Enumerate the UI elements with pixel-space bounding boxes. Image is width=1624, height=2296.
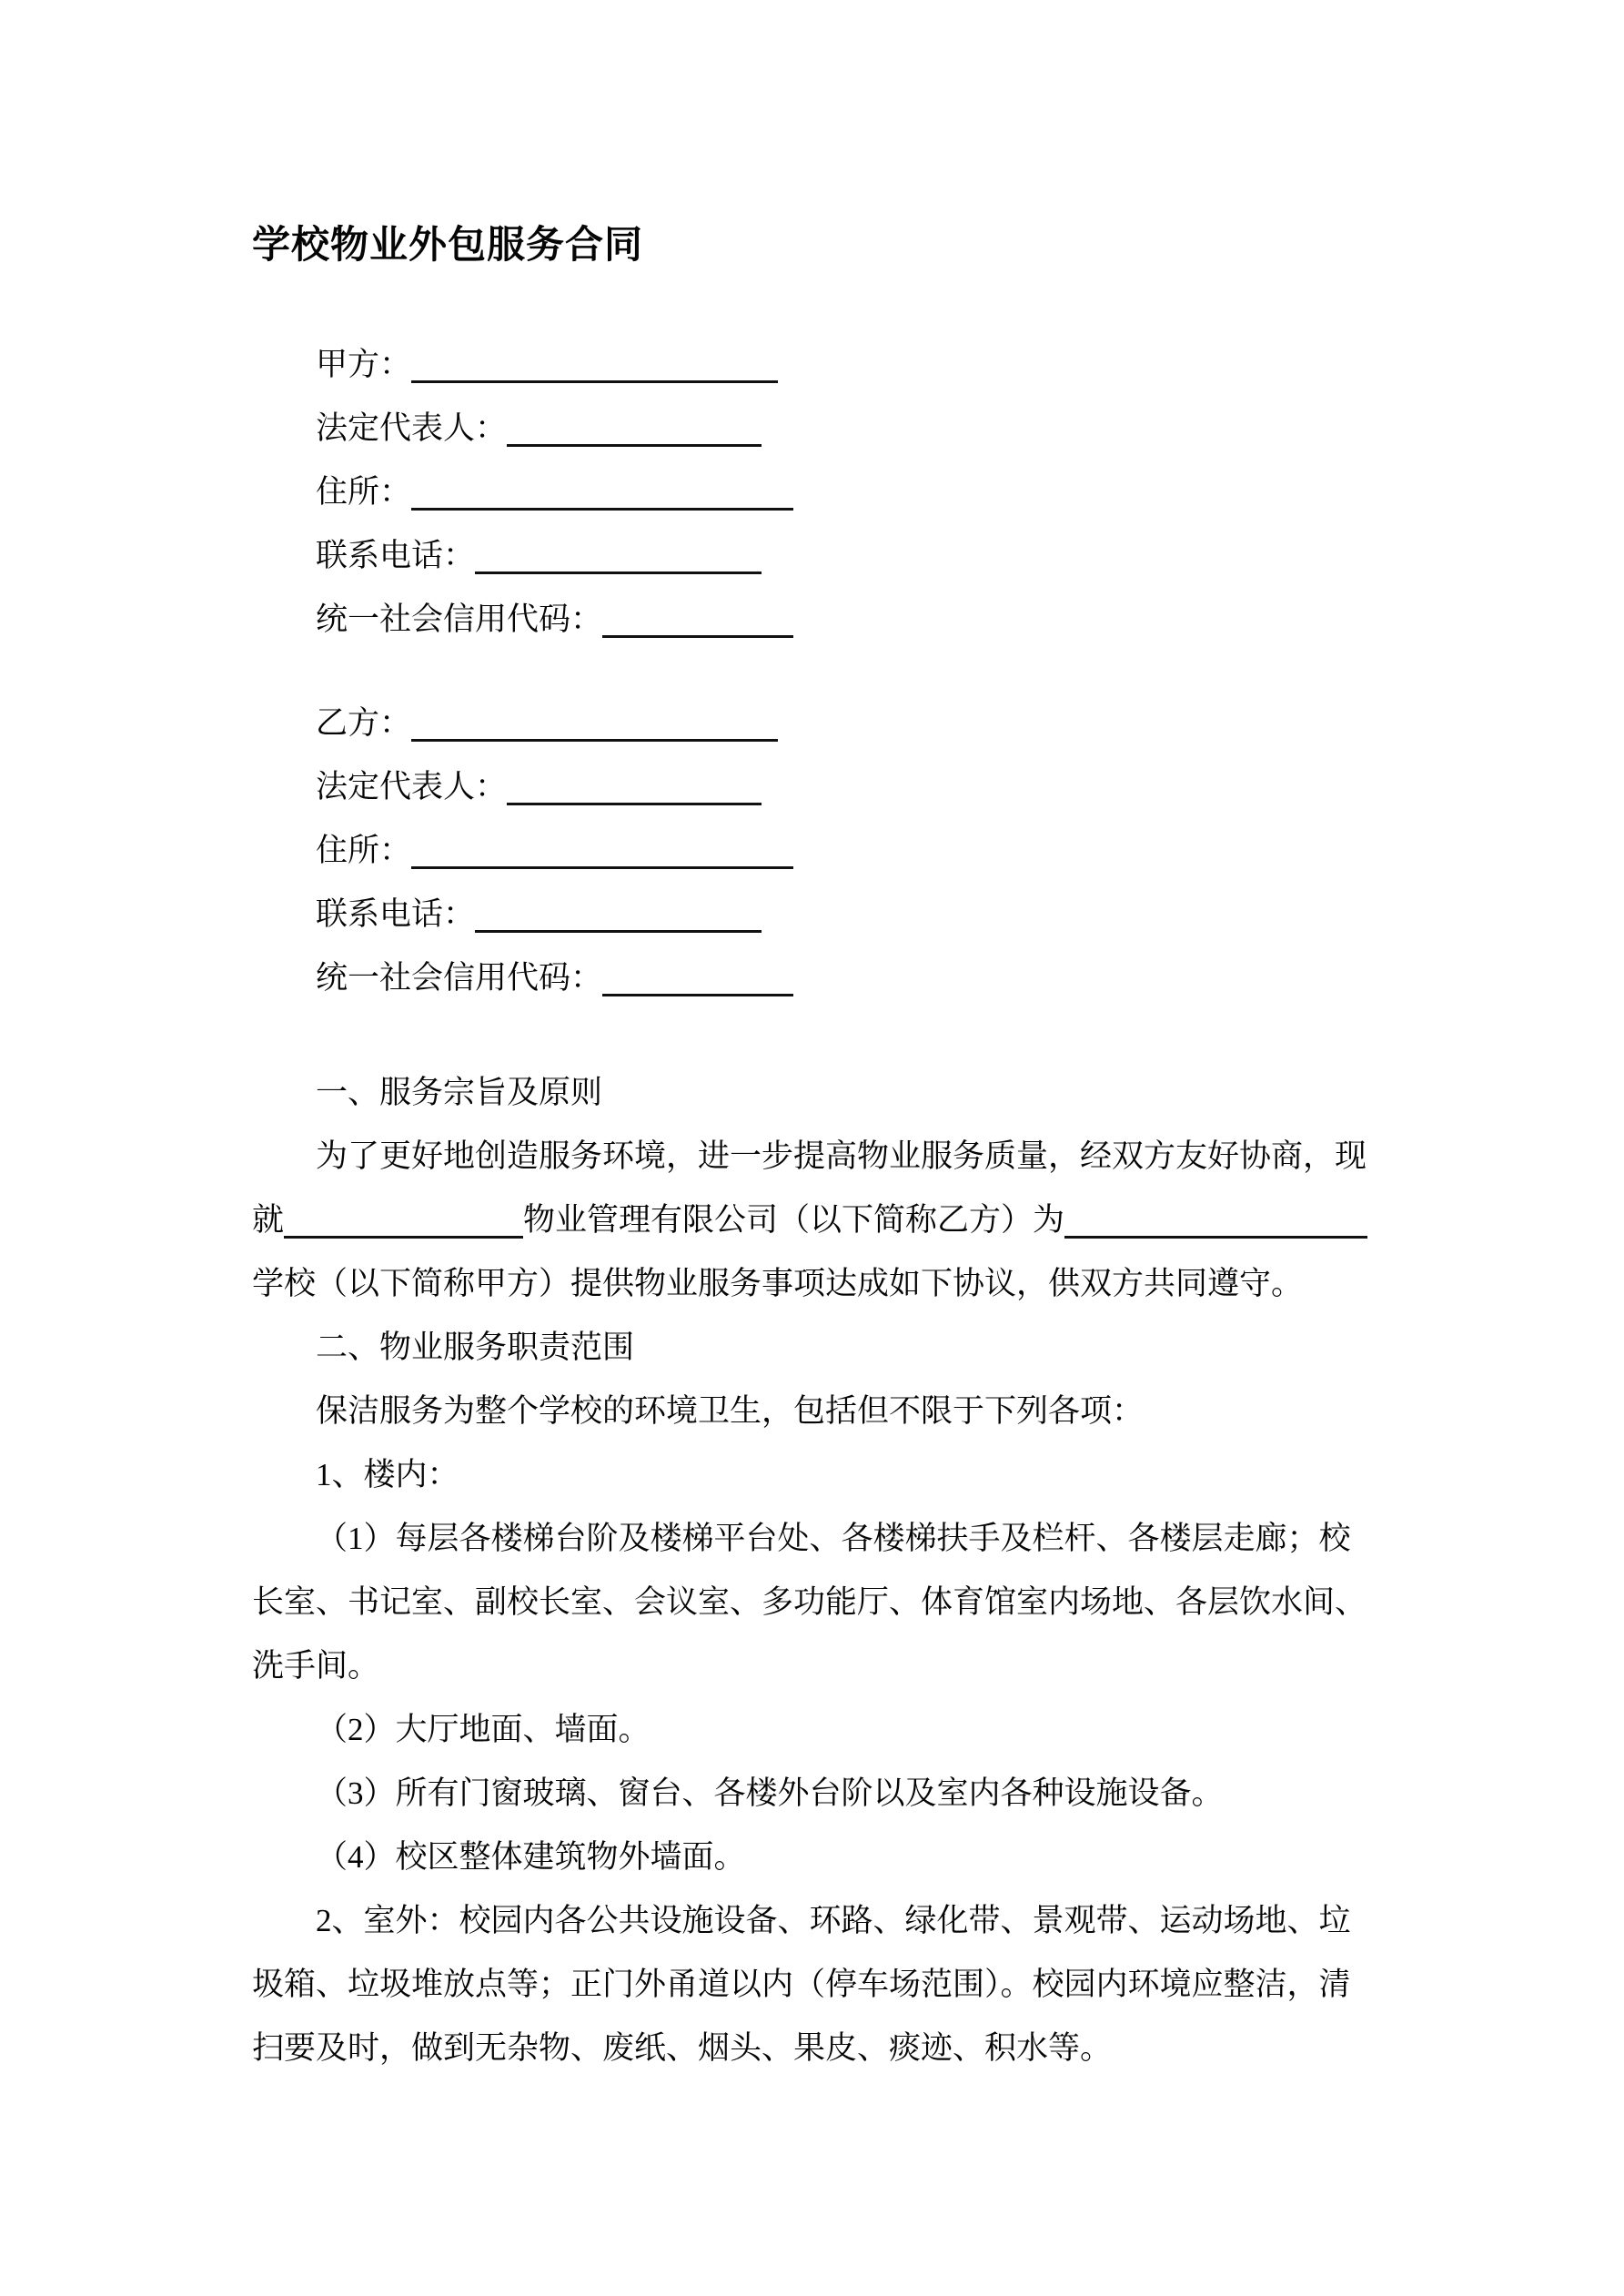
contract-body	[252, 1061, 1378, 2080]
party-b-field-line: 乙方：	[252, 692, 1378, 755]
fill-in-blank	[411, 371, 778, 383]
party-a-field-line: 统一社会信用代码：	[252, 588, 1378, 652]
party-a-field-line: 联系电话：	[252, 524, 1378, 588]
contract-body-line: （1）每层各楼梯台阶及楼梯平台处、各楼梯扶手及栏杆、各楼层走廊；校	[316, 1521, 1351, 1556]
fill-in-blank	[411, 730, 778, 742]
fill-in-blank	[1064, 1227, 1367, 1239]
contract-body-line: 圾箱、垃圾堆放点等；正门外甬道以内（停车场范围）。校园内环境应整洁，清	[252, 1967, 1351, 2002]
contract-body-line: 学校（以下简称甲方）提供物业服务事项达成如下协议，供双方共同遵守。	[252, 1266, 1304, 1301]
contract-body-line: 洗手间。	[252, 1648, 380, 1684]
fill-in-blank	[411, 499, 793, 511]
party-a-field-line: 住所：	[252, 460, 1378, 524]
contract-body-line: 1、楼内：	[316, 1457, 459, 1492]
contract-body-line: （3）所有门窗玻璃、窗台、各楼外台阶以及室内各种设施设备。	[316, 1775, 1224, 1811]
contract-body-line: 保洁服务为整个学校的环境卫生，包括但不限于下列各项：	[316, 1393, 1145, 1429]
contract-body-line: 2、室外：校园内各公共设施设备、环路、绿化带、景观带、运动场地、垃	[316, 1903, 1351, 1938]
fill-in-blank	[507, 435, 762, 447]
contract-body-line: 二、物业服务职责范围	[316, 1330, 635, 1365]
fill-in-blank	[475, 921, 762, 933]
contract-body-line: 就 物业管理有限公司（以下简称乙方）为	[252, 1188, 1378, 1252]
fill-in-blank	[411, 857, 793, 869]
fill-in-blank	[284, 1227, 523, 1239]
party-a-field-line: 法定代表人：	[252, 397, 1378, 460]
contract-body-line: 扫要及时，做到无杂物、废纸、烟头、果皮、痰迹、积水等。	[252, 2030, 1113, 2066]
contract-body-line: 一、服务宗旨及原则	[316, 1075, 603, 1110]
party-b-field-line: 法定代表人：	[252, 755, 1378, 819]
contract-body-line: 长室、书记室、副校长室、会议室、多功能厅、体育馆室内场地、各层饮水间、	[252, 1584, 1367, 1620]
party-a-fields	[252, 333, 1378, 652]
party-a-field-line: 甲方：	[252, 333, 1378, 397]
party-b-fields	[252, 692, 1378, 1010]
party-b-field-line: 联系电话：	[252, 883, 1378, 946]
fill-in-blank	[602, 985, 793, 996]
contract-body-line: （2）大厅地面、墙面。	[316, 1712, 651, 1747]
document-title: 学校物业外包服务合同	[252, 225, 644, 267]
party-b-field-line: 统一社会信用代码：	[252, 946, 1378, 1010]
contract-body-line: 为了更好地创造服务环境，进一步提高物业服务质量，经双方友好协商，现	[316, 1138, 1367, 1174]
party-b-field-line: 住所：	[252, 819, 1378, 883]
fill-in-blank	[507, 794, 762, 805]
fill-in-blank	[602, 626, 793, 638]
contract-body-line: （4）校区整体建筑物外墙面。	[316, 1839, 746, 1875]
fill-in-blank	[475, 562, 762, 574]
